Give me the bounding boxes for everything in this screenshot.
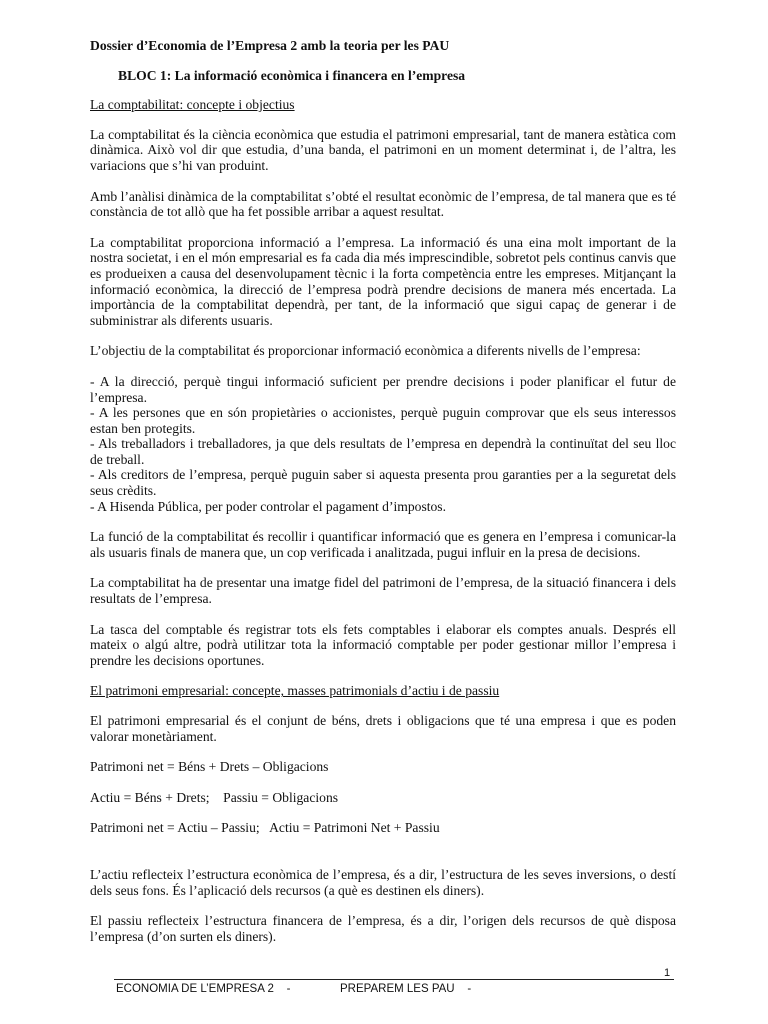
paragraph: El patrimoni empresarial és el conjunt de béns, drets i obligacions que té una empresa i que es poden valorar monetàriament. [90, 713, 676, 744]
paragraph: Amb l’anàlisi dinàmica de la comptabilitat s’obté el resultat econòmic de l’empresa, de tal manera que es té constància de tot allò que ha fet possible arribar a aquest resultat. [90, 188, 676, 220]
document-title: Dossier d’Economia de l’Empresa 2 amb la teoria per les PAU [90, 38, 450, 53]
paragraph: La comptabilitat és la ciència econòmica que estudia el patrimoni empresarial, tant de manera estàtica com dinàmica. Això vol dir que estudia, d’una banda, el patrimoni en un moment determinat i, de l’altra, les variacions que s’hi van produint. [90, 126, 676, 173]
list-item: - A la direcció, perquè tingui informació suficient per prendre decisions i poder planificar el futur de l’empresa. [90, 373, 676, 405]
formula: Actiu = Béns + Drets; Passiu = Obligacions [90, 789, 339, 805]
bloc-heading: BLOC 1: La informació econòmica i financera en l’empresa [118, 67, 466, 83]
formula: Patrimoni net = Béns + Drets – Obligacions [90, 759, 329, 775]
footer-right-text: PREPAREM LES PAU - [340, 983, 472, 995]
paragraph: La comptabilitat proporciona informació a l’empresa. La informació és una eina molt important de la nostra societat, i en el món empresarial es fa cada dia més imprescindible, sobretot pels continus canvis que es produeixen a causa del desenvolupament tècnic i la forta competència entre les empreses. Mitjançant la informació econòmica, la direcció de l’empresa podrà prendre decisions de manera més encertada. La importància de la comptabilitat dependrà, per tant, de la informació que sigui capaç de generar i de subministrar als diferents usuaris. [90, 234, 676, 328]
list-item: - Als treballadors i treballadores, ja que dels resultats de l’empresa en dependrà la continuïtat del seu lloc de treball. [90, 436, 676, 467]
list-item: - A Hisenda Pública, per poder controlar el pagament d’impostos. [90, 498, 446, 514]
section-heading-patrimoni: El patrimoni empresarial: concepte, masses patrimonials d’actiu i de passiu [90, 683, 500, 699]
list-item: - A les persones que en són propietàries o accionistes, perquè puguin comprovar que els seus interessos estan ben protegits. [90, 405, 676, 436]
paragraph: L’actiu reflecteix l’estructura econòmica de l’empresa, és a dir, l’estructura de les seves inversions, o destí dels seus fons. És l’aplicació dels recursos (a què es destinen els diners). [90, 866, 676, 898]
paragraph: El passiu reflecteix l’estructura financera de l’empresa, és a dir, l’origen dels recursos de què disposa l’empresa (d’on surten els diners). [90, 913, 676, 944]
objectives-list [90, 374, 676, 514]
page-number: 1 [664, 967, 671, 979]
footer-left-text: ECONOMIA DE L’EMPRESA 2 - [116, 983, 291, 995]
spacer [90, 851, 676, 867]
document-page [90, 38, 676, 959]
paragraph: La funció de la comptabilitat és recollir i quantificar informació que es genera en l’empresa i comunicar-la als usuaris finals de manera que, un cop verificada i analitzada, pugui influir en la presa de decisions. [90, 529, 676, 560]
footer-divider [114, 979, 674, 980]
page-footer [116, 983, 471, 996]
formula: Patrimoni net = Actiu – Passiu; Actiu = Patrimoni Net + Passiu [90, 820, 440, 836]
list-item: - Als creditors de l’empresa, perquè puguin saber si aquesta presenta prou garanties per a la seguretat dels seus crèdits. [90, 467, 676, 499]
paragraph: La comptabilitat ha de presentar una imatge fidel del patrimoni de l’empresa, de la situació financera i dels resultats de l’empresa. [90, 575, 676, 607]
paragraph: La tasca del comptable és registrar tots els fets comptables i elaborar els comptes anuals. Després ell mateix o algú altre, podrà utilitzar tota la informació comptable per poder gestionar millor l’empresa i prendre les decisions oportunes. [90, 621, 676, 668]
section-heading-comptabilitat: La comptabilitat: concepte i objectius [90, 97, 295, 113]
paragraph: L’objectiu de la comptabilitat és proporcionar informació econòmica a diferents nivells de l’empresa: [90, 343, 641, 359]
